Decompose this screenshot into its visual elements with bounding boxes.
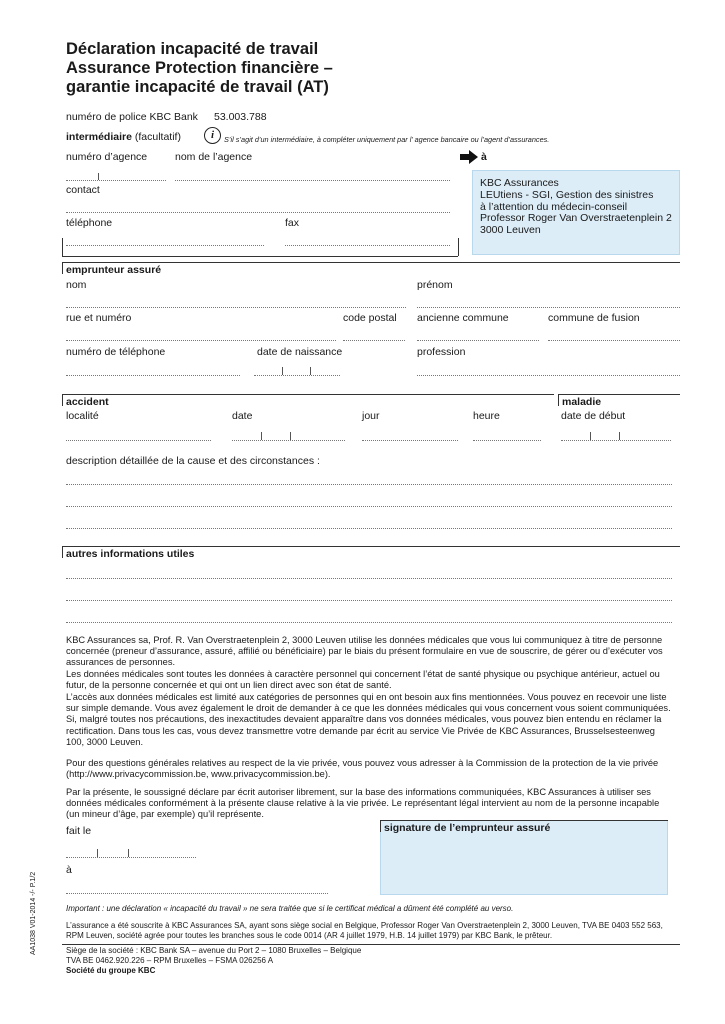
description-label: description détaillée de la cause et des circonstances :	[66, 455, 320, 467]
description-line[interactable]	[66, 506, 672, 507]
insured-name-label: nom	[66, 279, 87, 291]
fax-field[interactable]	[285, 245, 450, 246]
illness-section-title: maladie	[562, 396, 602, 408]
privacy-paragraph-5: Par la présente, le soussigné déclare par écrit autoriser librement, sur la base des informations communiquées, KBC Assurances à utiliser ses données médicales conformément à la présente clause relative à la vie privée. Le représentant légal intervient au nom de la personne incapable (un mineur d’âge, par exemple) qu’il représente.	[66, 787, 660, 820]
arrow-right-icon	[460, 150, 478, 164]
phone-field[interactable]	[66, 245, 264, 246]
merged-commune-field[interactable]	[548, 340, 680, 341]
insured-name-field[interactable]	[66, 307, 406, 308]
insured-phone-label: numéro de téléphone	[66, 346, 166, 358]
hour-label: heure	[473, 410, 500, 422]
margin-code: AA1038 V01-2014 -/- P.1/2	[30, 871, 37, 955]
other-info-title: autres informations utiles	[66, 548, 195, 560]
privacy-paragraph-2: Les données médicales sont toutes les données à caractère personnel qui concernent l’état de santé physique ou psychique antérieur, actuel ou futur, de la personne concernée et qui ont un lien direct avec son état de santé.	[66, 669, 660, 691]
profession-label: profession	[417, 346, 466, 358]
other-info-line[interactable]	[66, 600, 672, 601]
footer: Siège de la société : KBC Bank SA – avenue du Port 2 – 1080 Bruxelles – Belgique TVA BE 0462.920.226 – RPM Bruxelles – FSMA 026256 A Société du groupe KBC	[66, 946, 362, 975]
other-info-line[interactable]	[66, 622, 672, 623]
old-commune-field[interactable]	[417, 340, 539, 341]
other-info-line[interactable]	[66, 578, 672, 579]
recipient-box: KBC Assurances LEUtiens - SGI, Gestion des sinistres à l’attention du médecin-conseil Professor Roger Van Overstraetenplein 2 3000 Leuven	[472, 170, 680, 255]
privacy-paragraph-3: L’accès aux données médicales est limité aux catégories de personnes qui en ont besoin aux fins mentionnées. Vous pouvez en recevoir une liste sur simple demande. Vous avez également le droit de demander à ce que les données médicales qui vous concernent vous soient communiquées. Si, malgré toutes nos précautions, des inexactitudes devaient apparaître dans vos données médicales, vous pouvez bien entendu en réclamer la rectification. Dans tous les cas, vous devez transmettre votre demande par écrit au service Vie Privée de KBC Assurances, Brusselsesteenweg 100, 3000 Leuven.	[66, 692, 671, 747]
hour-field[interactable]	[473, 440, 541, 441]
agency-name-label: nom de l’agence	[175, 151, 253, 163]
insured-section-title: emprunteur assuré	[66, 264, 162, 276]
day-field[interactable]	[362, 440, 458, 441]
birthdate-label: date de naissance	[257, 346, 343, 358]
contact-label: contact	[66, 184, 100, 196]
recipient-to-label: à	[481, 151, 487, 163]
signature-label: signature de l’emprunteur assuré	[384, 822, 551, 834]
signature-date-field[interactable]	[66, 857, 196, 858]
illness-start-label: date de début	[561, 410, 626, 422]
accident-section-title: accident	[66, 396, 109, 408]
agency-number-label: numéro d’agence	[66, 151, 148, 163]
place-at-label: à	[66, 864, 72, 876]
insured-firstname-field[interactable]	[417, 307, 680, 308]
privacy-paragraph-4: Pour des questions générales relatives au respect de la vie privée, vous pouvez vous adresser à la Commission de la protection de la vie privée (http://www.privacycommission.be, www.privacycommission.be).	[66, 758, 659, 780]
privacy-paragraph-1: KBC Assurances sa, Prof. R. Van Overstraetenplein 2, 3000 Leuven utilise les données médicales que vous lui communiquez à titre de personne concernée (preneur d’assurance, assuré, affilié ou bénéficiaire) par le biais du présent formulaire en vue de souscrire, de gérer ou d’exécuter vos assurances de personnes.	[66, 635, 663, 668]
signature-place-field[interactable]	[66, 893, 328, 894]
illness-start-field[interactable]	[561, 440, 671, 441]
merged-commune-label: commune de fusion	[548, 312, 640, 324]
insured-firstname-label: prénom	[417, 279, 453, 291]
contact-field[interactable]	[66, 212, 450, 213]
postcode-field[interactable]	[343, 340, 405, 341]
policy-number: 53.003.788	[214, 111, 267, 123]
day-label: jour	[362, 410, 380, 422]
place-field[interactable]	[66, 440, 211, 441]
old-commune-label: ancienne commune	[417, 312, 509, 324]
postcode-label: code postal	[343, 312, 397, 324]
place-label: localité	[66, 410, 99, 422]
phone-label: téléphone	[66, 217, 113, 229]
info-icon: i	[204, 127, 221, 144]
legal-note: L’assurance a été souscrite à KBC Assurances SA, ayant sons siège social en Belgique, Professor Roger Van Overstraetenplein 2, 3000 Leuven, TVA BE 0403 552 563, RPM Leuven, société agrée pour toutes les branches sous le code 0014 (AR 4 juillet 1979, H.B. 14 juillet 1979) par KBC Bank, le prêteur.	[66, 921, 663, 940]
insured-phone-field[interactable]	[66, 375, 240, 376]
done-at-label: fait le	[66, 825, 92, 837]
important-note: Important : une déclaration « incapacité du travail » ne sera traitée que si le certificat médical a dûment été complété au verso.	[66, 904, 514, 913]
birthdate-field[interactable]	[254, 375, 340, 376]
description-line[interactable]	[66, 484, 672, 485]
agency-number-field[interactable]	[66, 180, 166, 181]
street-field[interactable]	[66, 340, 336, 341]
agency-name-field[interactable]	[175, 180, 450, 181]
intermediary-label: intermédiaire (facultatif)	[66, 131, 181, 143]
description-line[interactable]	[66, 528, 672, 529]
street-label: rue et numéro	[66, 312, 132, 324]
page-title: Déclaration incapacité de travail Assurance Protection financière – garantie incapacité de travail (AT)	[66, 40, 333, 96]
policy-label: numéro de police KBC Bank	[66, 111, 198, 123]
fax-label: fax	[285, 217, 300, 229]
accident-date-label: date	[232, 410, 253, 422]
intermediary-note: S’il s’agit d’un intermédiaire, à compléter uniquement par l’ agence bancaire ou l’agent d’assurances.	[224, 135, 550, 144]
accident-date-field[interactable]	[232, 440, 345, 441]
profession-field[interactable]	[417, 375, 680, 376]
